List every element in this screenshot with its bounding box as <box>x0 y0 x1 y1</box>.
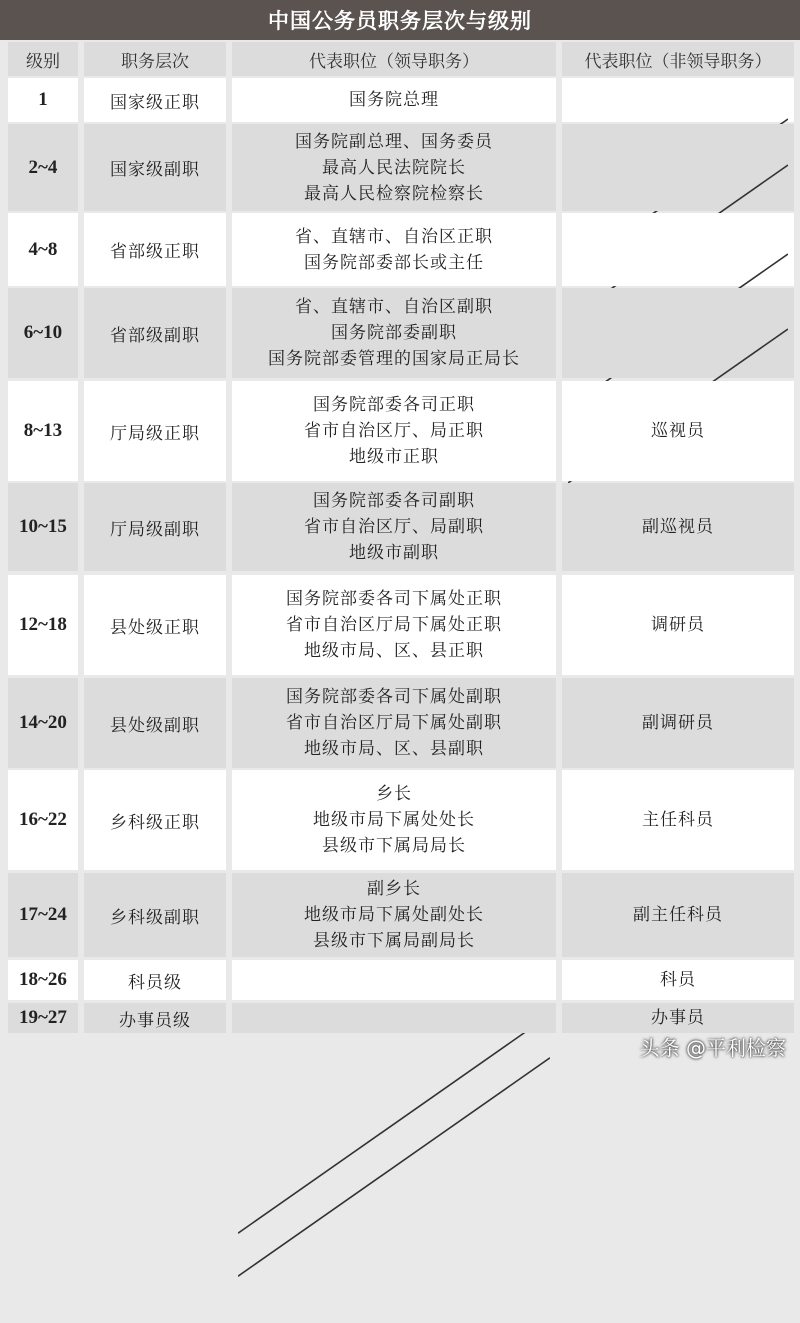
leading-position-cell <box>232 873 556 957</box>
rank-cell: 厅局级副职 <box>84 483 226 571</box>
leading-position-line: 国务院副总理、国务委员 <box>295 131 493 152</box>
level-cell: 4~8 <box>8 213 78 286</box>
leading-position-line: 国务院部委各司正职 <box>313 395 475 415</box>
leading-position-line: 省、直辖市、自治区副职 <box>295 297 493 317</box>
leading-position-line: 地级市正职 <box>349 447 439 467</box>
table-row <box>8 483 796 571</box>
level-cell: 10~15 <box>8 483 78 571</box>
nonleading-position-cell <box>562 770 794 870</box>
leading-position-cell <box>232 678 556 768</box>
nonleading-position-text: 科员 <box>660 970 696 990</box>
table-row <box>8 1003 796 1033</box>
rank-cell: 县处级正职 <box>84 575 226 675</box>
rank-cell: 国家级副职 <box>84 124 226 211</box>
leading-position-line: 国务院部委部长或主任 <box>304 252 484 273</box>
nonleading-position-text: 主任科员 <box>642 810 714 830</box>
nonleading-position-text: 副调研员 <box>642 713 714 733</box>
rank-cell: 国家级正职 <box>84 78 226 122</box>
leading-position-cell <box>232 381 556 481</box>
nonleading-position-text: 办事员 <box>651 1008 705 1028</box>
nonleading-position-cell <box>562 78 794 122</box>
table-title: 中国公务员职务层次与级别 <box>0 0 800 40</box>
nonleading-position-cell <box>562 483 794 571</box>
leading-position-cell <box>232 483 556 571</box>
leading-position-line: 副乡长 <box>367 879 421 899</box>
rank-cell: 省部级正职 <box>84 213 226 286</box>
leading-position-cell <box>232 78 556 122</box>
leading-position-line: 省市自治区厅局下属处副职 <box>286 713 502 733</box>
header-nonleading-position: 代表职位（非领导职务） <box>562 42 794 76</box>
level-cell: 8~13 <box>8 381 78 481</box>
rank-cell: 科员级 <box>84 960 226 1000</box>
level-cell: 6~10 <box>8 288 78 378</box>
level-cell: 16~22 <box>8 770 78 870</box>
nonleading-position-text: 副巡视员 <box>642 517 714 537</box>
level-cell: 2~4 <box>8 124 78 211</box>
leading-position-cell <box>232 213 556 286</box>
level-cell: 17~24 <box>8 873 78 957</box>
rank-cell: 办事员级 <box>84 1003 226 1033</box>
level-cell: 12~18 <box>8 575 78 675</box>
table-row <box>8 770 796 870</box>
leading-position-cell <box>232 1003 556 1033</box>
leading-position-line: 省市自治区厅局下属处正职 <box>286 615 502 635</box>
table-row <box>8 288 796 378</box>
rank-cell: 乡科级正职 <box>84 770 226 870</box>
nonleading-position-cell <box>562 873 794 957</box>
leading-position-line: 最高人民法院院长 <box>322 157 466 178</box>
header-level: 级别 <box>8 42 78 76</box>
nonleading-position-text: 副主任科员 <box>633 905 723 925</box>
level-cell: 14~20 <box>8 678 78 768</box>
leading-position-line: 最高人民检察院检察长 <box>304 183 484 204</box>
table-row <box>8 678 796 768</box>
nonleading-position-text: 巡视员 <box>651 421 705 441</box>
leading-position-line: 国务院部委各司下属处副职 <box>286 687 502 707</box>
table-row <box>8 575 796 675</box>
leading-position-line: 县级市下属局副局长 <box>313 931 475 951</box>
leading-position-line: 省市自治区厅、局正职 <box>304 421 484 441</box>
level-cell: 18~26 <box>8 960 78 1000</box>
table-row <box>8 213 796 286</box>
leading-position-cell <box>232 124 556 211</box>
table-row <box>8 78 796 122</box>
leading-position-cell <box>232 960 556 1000</box>
leading-position-line: 地级市局、区、县正职 <box>304 641 484 661</box>
leading-position-line: 国务院部委各司下属处正职 <box>286 589 502 609</box>
leading-position-line: 地级市局下属处副处长 <box>304 905 484 925</box>
header-rank: 职务层次 <box>84 42 226 76</box>
nonleading-position-text: 调研员 <box>651 615 705 635</box>
leading-position-line: 国务院总理 <box>349 90 439 110</box>
leading-position-line: 县级市下属局局长 <box>322 836 466 856</box>
leading-position-line: 地级市局、区、县副职 <box>304 739 484 759</box>
rank-cell: 乡科级副职 <box>84 873 226 957</box>
table-row <box>8 960 796 1000</box>
nonleading-position-cell <box>562 381 794 481</box>
leading-position-line: 乡长 <box>376 784 412 804</box>
nonleading-position-cell <box>562 575 794 675</box>
level-cell: 1 <box>8 78 78 122</box>
table-row <box>8 873 796 957</box>
level-cell: 19~27 <box>8 1003 78 1033</box>
nonleading-position-cell <box>562 960 794 1000</box>
nonleading-position-cell <box>562 288 794 378</box>
watermark-text: 头条 @平利检察 <box>639 1036 786 1060</box>
nonleading-position-cell <box>562 213 794 286</box>
table-header-row <box>8 42 796 76</box>
empty-cell-slash <box>238 1011 550 1323</box>
table-row <box>8 381 796 481</box>
table-row <box>8 124 796 211</box>
leading-position-cell <box>232 288 556 378</box>
rank-cell: 县处级副职 <box>84 678 226 768</box>
nonleading-position-cell <box>562 124 794 211</box>
leading-position-line: 国务院部委各司副职 <box>313 491 475 511</box>
leading-position-cell <box>232 770 556 870</box>
leading-position-line: 国务院部委副职 <box>331 323 457 343</box>
nonleading-position-cell <box>562 1003 794 1033</box>
leading-position-line: 省市自治区厅、局副职 <box>304 517 484 537</box>
leading-position-line: 地级市副职 <box>349 543 439 563</box>
leading-position-line: 省、直辖市、自治区正职 <box>295 226 493 247</box>
leading-position-line: 国务院部委管理的国家局正局长 <box>268 349 520 369</box>
rank-cell: 省部级副职 <box>84 288 226 378</box>
nonleading-position-cell <box>562 678 794 768</box>
rank-cell: 厅局级正职 <box>84 381 226 481</box>
leading-position-cell <box>232 575 556 675</box>
header-leading-position: 代表职位（领导职务） <box>232 42 556 76</box>
leading-position-line: 地级市局下属处处长 <box>313 810 475 830</box>
